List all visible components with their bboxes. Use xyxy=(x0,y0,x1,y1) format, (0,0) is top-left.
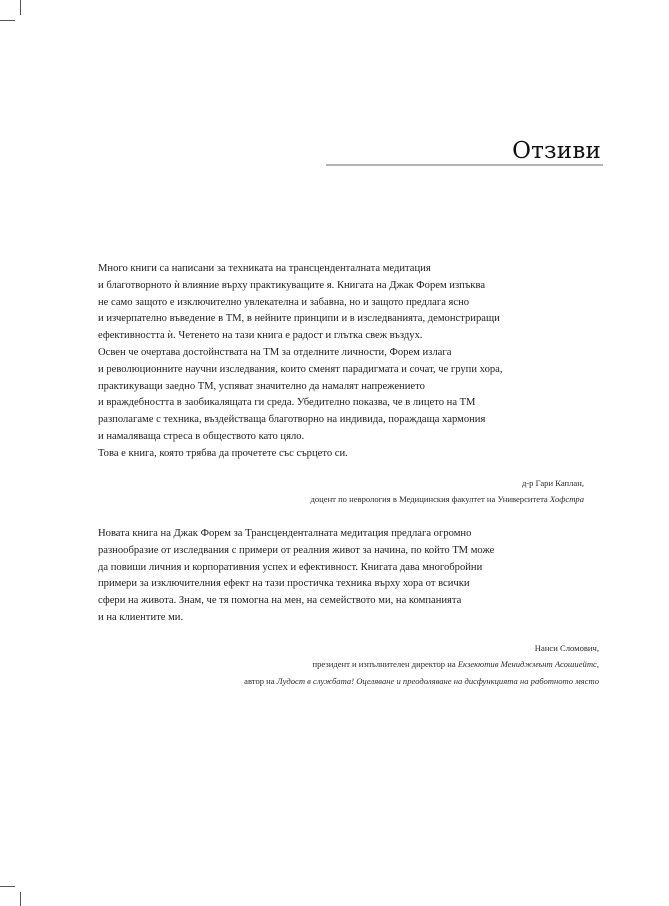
text-line: не само защото е изключително увлекателна и забавна, но и защото предлага ясно xyxy=(98,296,470,308)
text-line: Новата книга на Джак Форем за Трансценденталната медитация предлага огромно xyxy=(98,528,472,539)
text-line: и на клиентите ми. xyxy=(98,611,184,623)
attribution-name: д-р Гари Каплан, xyxy=(521,478,584,488)
text-line: и изчерпателно въведение в ТМ, в нейните принципи и в изследванията, демонстриращи xyxy=(98,313,500,325)
text-line: сфери на живота. Знам, че тя помогна на мен, на семейството ми, на компанията xyxy=(98,595,462,607)
text-line: разнообразие от изследвания с примери от реалния живот за начина, по който ТМ може xyxy=(98,544,495,556)
text-line: и намаляваща стреса в обществото като цяло. xyxy=(98,430,305,442)
crop-mark-bottom-vertical xyxy=(20,892,21,906)
crop-mark-top-horizontal xyxy=(0,20,15,21)
attribution-author xyxy=(244,673,599,689)
text-line: разполагаме с техника, въздействаща благотворно на индивида, пораждаща хармония xyxy=(98,414,486,426)
university-name: Хофстра xyxy=(549,494,584,505)
text-line: Много книги са написани за техниката на трансценденталната медитация xyxy=(98,263,431,274)
text-line: Освен че очертава достойнствата на ТМ за отделните личности, Форем излага xyxy=(98,346,452,358)
text-line: примери за изключителния ефект на тази простичка техника върху хора от всички xyxy=(98,578,470,590)
text-line: Това е книга, която трябва да прочетете със сърцето си. xyxy=(98,447,348,459)
attribution-name: Нанси Сломович, xyxy=(534,643,599,653)
text-line: и враждебността в заобикалящата ги среда. Убедително показва, че в лицето на ТМ xyxy=(98,397,476,409)
role-text: президент и изпълнителен директор на xyxy=(312,659,458,670)
attribution-role xyxy=(310,491,584,507)
testimonial-2-attribution xyxy=(244,640,599,689)
title-divider xyxy=(326,164,603,166)
testimonial-1-attribution xyxy=(310,475,584,508)
attribution-role xyxy=(244,656,599,672)
testimonial-2-text xyxy=(98,526,588,627)
text-line: и революционните научни изследвания, които сменят парадигмата и сочат, че групи хора, xyxy=(98,363,503,375)
page-title: Отзиви xyxy=(512,138,601,164)
company-name: Екзекютив Мениджмънт Асошиейтс xyxy=(457,659,597,670)
role-text: доцент по неврология в Медицинския факултет на Университета xyxy=(310,494,550,505)
testimonial-1-text xyxy=(98,261,588,463)
text-line: да повиши личния и корпоративния успех и ефективност. Книгата дава многобройни xyxy=(98,561,483,573)
crop-mark-top-vertical xyxy=(20,0,21,15)
text-line: ефективността ѝ. Четенето на тази книга е радост и глътка свеж въздух. xyxy=(98,330,423,342)
text-line: и благотворното ѝ влияние върху практикуващите я. Книгата на Джак Форем изпъква xyxy=(98,279,486,291)
role-suffix: , xyxy=(596,659,599,670)
text-line: практикуващи заедно ТМ, успяват значително да намалят напрежението xyxy=(98,380,425,392)
crop-mark-bottom-horizontal xyxy=(0,886,15,887)
book-title: Лудост в службата! Оцеляване и преодоляване на дисфункцията на работното място xyxy=(276,675,599,686)
author-prefix: автор на xyxy=(244,675,277,686)
